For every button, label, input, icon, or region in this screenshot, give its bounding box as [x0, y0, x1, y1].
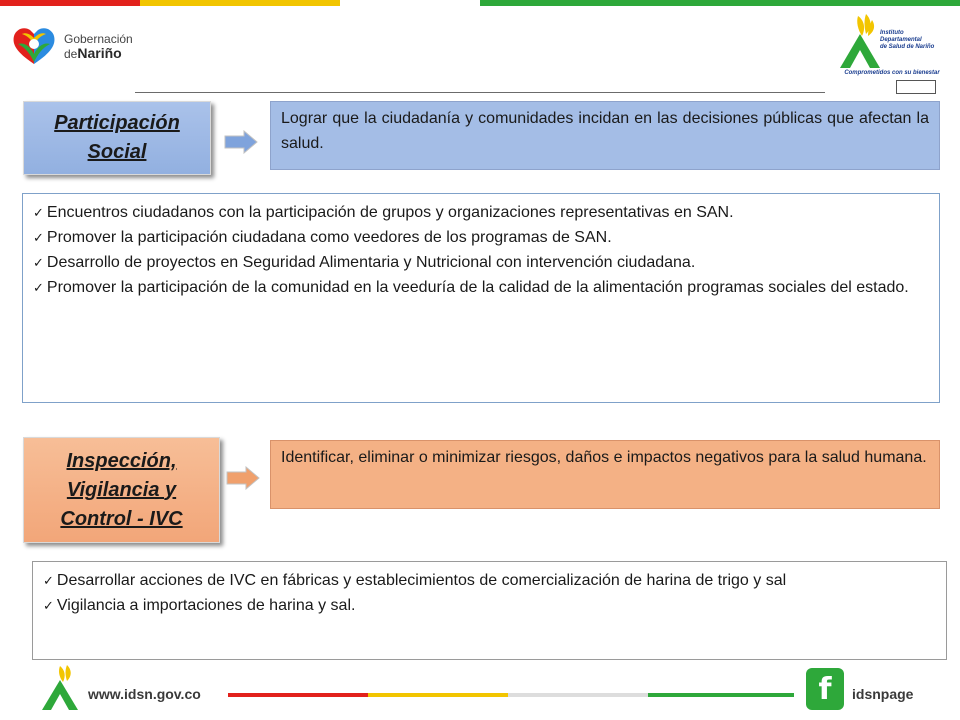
arrow-right-icon — [226, 466, 260, 490]
gobernacion-line2-prefix: de — [64, 46, 78, 61]
participacion-social-label — [23, 101, 211, 175]
gobernacion-logo — [10, 22, 160, 70]
idsn-emblem-icon — [836, 12, 886, 70]
list-item: ✓ Promover la participación de la comunidad en la veeduría de la calidad de la alimentación programas sociales del estado. — [33, 279, 909, 296]
participacion-label-line1: Participación — [54, 112, 180, 134]
small-empty-box — [896, 80, 936, 94]
checkmark-icon: ✓ — [33, 280, 44, 295]
facebook-icon[interactable]: f — [806, 668, 844, 710]
checkmark-icon: ✓ — [43, 598, 54, 613]
idsn-footer-emblem-icon — [40, 664, 84, 712]
ivc-label — [23, 437, 220, 543]
ivc-label-line3: Control - IVC — [60, 507, 183, 530]
gobernacion-line1: Gobernación — [64, 31, 133, 46]
idsn-title-line2: Departamental — [880, 37, 922, 43]
checkmark-icon: ✓ — [33, 205, 44, 220]
footer-color-bar — [228, 693, 794, 697]
checkmark-icon: ✓ — [33, 255, 44, 270]
heart-logo-icon — [10, 24, 58, 68]
ivc-label-line1: Inspección, — [66, 449, 177, 472]
footer-website[interactable]: www.idsn.gov.co — [88, 686, 201, 702]
top-color-strip — [0, 0, 960, 6]
list-item: ✓ Encuentros ciudadanos con la participación de grupos y organizaciones representativas en SAN. — [33, 204, 734, 221]
ivc-label-line2: Vigilancia y — [66, 478, 177, 501]
checkmark-icon: ✓ — [33, 230, 44, 245]
idsn-slogan: Comprometidos con su bienestar — [844, 70, 940, 76]
idsn-logo — [836, 12, 948, 76]
participacion-description: Lograr que la ciudadanía y comunidades incidan en las decisiones públicas que afectan la salud. — [270, 101, 940, 170]
ivc-description: Identificar, eliminar o minimizar riesgos, daños e impactos negativos para la salud humana. — [270, 440, 940, 509]
arrow-right-icon — [224, 130, 258, 154]
list-item: ✓ Desarrollo de proyectos en Seguridad Alimentaria y Nutricional con intervención ciudadana. — [33, 254, 696, 271]
participacion-list — [22, 193, 940, 403]
list-item: ✓ Vigilancia a importaciones de harina y sal. — [43, 597, 356, 614]
idsn-title-line3: de Salud de Nariño — [880, 44, 935, 50]
ivc-list — [32, 561, 947, 660]
gobernacion-line2-bold: Nariño — [77, 44, 122, 61]
checkmark-icon: ✓ — [43, 573, 54, 588]
list-item: ✓ Desarrollar acciones de IVC en fábricas y establecimientos de comercialización de harina de trigo y sal — [43, 572, 787, 589]
idsn-title-line1: Instituto — [880, 30, 904, 36]
header-divider — [135, 92, 825, 93]
facebook-page-name[interactable]: idsnpage — [852, 686, 914, 702]
list-item: ✓ Promover la participación ciudadana como veedores de los programas de SAN. — [33, 229, 612, 246]
participacion-label-line2: Social — [87, 141, 147, 163]
